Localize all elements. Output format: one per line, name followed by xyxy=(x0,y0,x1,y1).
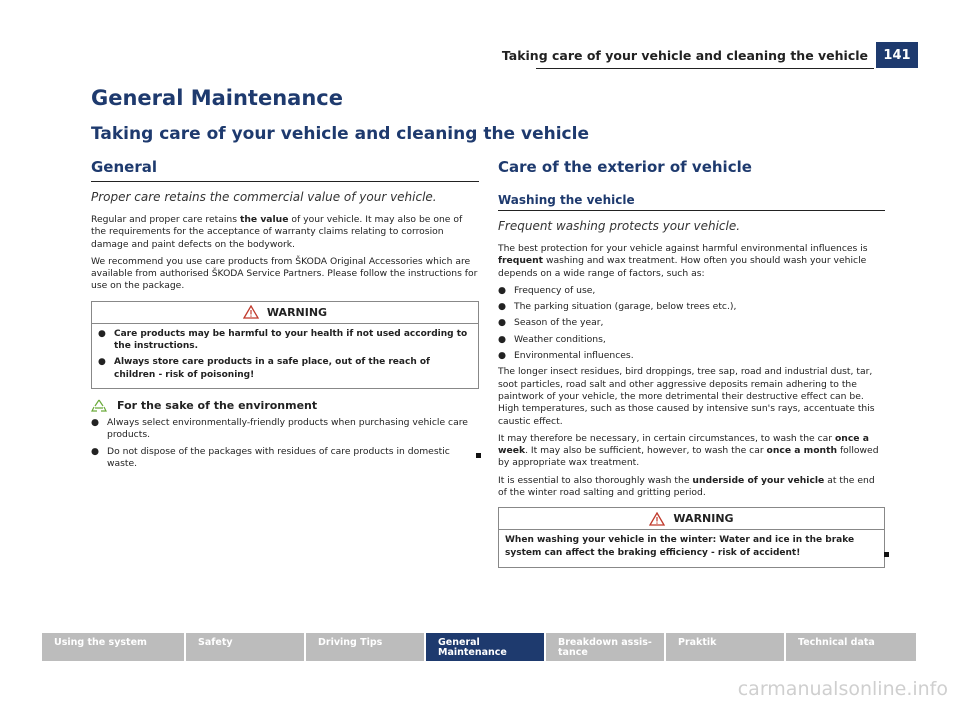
washing-paragraph-3: It may therefore be necessary, in certain circumstances, to wash the car once a week. It may also be sufficient, however, to wash the car once a month followed by appropriate wax treatment. xyxy=(498,432,879,469)
general-paragraph-2: We recommend you use care products from ŠKODA Original Accessories which are available from authorised ŠKODA Service Partners. Please follow the instructions for use on the package. xyxy=(91,255,478,292)
warning-header xyxy=(499,508,884,530)
environment-item: ● Do not dispose of the packages with residues of care products in domestic waste. xyxy=(91,445,450,469)
factor-item: ● Weather conditions, xyxy=(498,333,606,345)
header-rule xyxy=(536,68,874,69)
washing-paragraph-4: It is essential to also thoroughly wash the underside of your vehicle at the end of the winter road salting and gritting period. xyxy=(498,474,875,499)
washing-lead: Frequent washing protects your vehicle. xyxy=(498,219,741,233)
washing-paragraph-1: The best protection for your vehicle against harmful environmental influences is frequent washing and wax treatment. How often you should wash your vehicle depends on a wide range of factors, such as: xyxy=(498,243,868,279)
right-column xyxy=(498,158,885,578)
warning-icon xyxy=(243,305,259,319)
chapter-title: General Maintenance xyxy=(91,86,343,110)
warning-text: When washing your vehicle in the winter: Water and ice in the brake system can affect the braking efficiency - risk of accident! xyxy=(505,535,855,558)
factor-item: ● Frequency of use, xyxy=(498,284,596,296)
washing-paragraph-2: The longer insect residues, bird droppings, tree sap, road and industrial dust, tar, soot particles, road salt and other aggressive deposits remain adhering to the paintwork of your vehicle, the more detrimental their destructive effect can be. High temperatures, such as those caused by intensive sun's rays, accentuate this caustic effect. xyxy=(498,366,875,427)
tab-breakdown-assistance[interactable]: Breakdown assis-tance xyxy=(546,633,664,661)
environment-header xyxy=(91,399,479,413)
running-title: Taking care of your vehicle and cleaning the vehicle xyxy=(501,47,868,63)
general-heading: General xyxy=(91,158,479,182)
section-end-mark xyxy=(476,453,481,458)
washing-heading: Washing the vehicle xyxy=(498,193,885,211)
general-paragraph-1: Regular and proper care retains the value of your vehicle. It may also be one of the requirements for the acceptance of warranty claims relating to corrosion damage and paint defects on the bodywork. xyxy=(91,214,463,250)
factor-item: ● Season of the year, xyxy=(498,317,604,329)
winter-warning-box xyxy=(498,507,885,568)
warning-icon xyxy=(649,512,665,526)
exterior-care-heading: Care of the exterior of vehicle xyxy=(498,158,752,176)
factor-item: ● Environmental influences. xyxy=(498,350,634,362)
factor-item: ● The parking situation (garage, below trees etc.), xyxy=(498,301,737,313)
environment-title: For the sake of the environment xyxy=(117,399,318,413)
section-end-mark xyxy=(884,552,889,557)
warning-header xyxy=(92,302,478,324)
warning-item: ● Always store care products in a safe place, out of the reach of children - risk of poisoning! xyxy=(98,357,430,380)
general-lead: Proper care retains the commercial value of your vehicle. xyxy=(91,190,437,204)
warning-body xyxy=(92,324,478,388)
environment-item: ● Always select environmentally-friendly products when purchasing vehicle care products. xyxy=(91,416,468,441)
warning-box xyxy=(91,301,479,389)
tab-safety[interactable]: Safety xyxy=(186,633,304,661)
tab-general-maintenance[interactable]: General Maintenance xyxy=(426,633,544,661)
left-column xyxy=(91,158,479,474)
warning-item: ● Care products may be harmful to your health if not used according to the instructions. xyxy=(98,328,468,352)
page-number: 141 xyxy=(876,42,918,68)
watermark: carmanualsonline.info xyxy=(737,678,948,700)
tab-using-the-system[interactable]: Using the system xyxy=(42,633,184,661)
warning-title: WARNING xyxy=(266,305,328,319)
section-title: Taking care of your vehicle and cleaning the vehicle xyxy=(91,124,589,144)
warning-title: WARNING xyxy=(673,512,734,526)
running-header xyxy=(502,42,918,68)
tab-praktik[interactable]: Praktik xyxy=(666,633,784,661)
warning-body xyxy=(499,530,884,567)
tab-technical-data[interactable]: Technical data xyxy=(786,633,916,661)
tab-driving-tips[interactable]: Driving Tips xyxy=(306,633,424,661)
chapter-nav xyxy=(42,633,918,661)
recycle-icon xyxy=(91,399,107,413)
